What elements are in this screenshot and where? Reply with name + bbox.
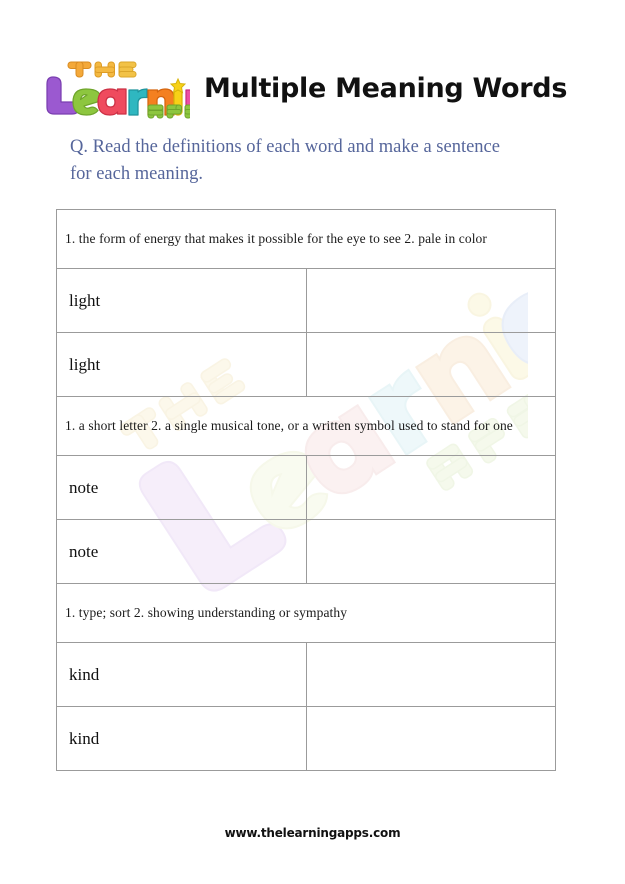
table-row [57,456,556,520]
worksheet-table-body [57,210,556,771]
table-row [57,210,556,269]
table-row [57,397,556,456]
instruction-text: Q. Read the definitions of each word and make a sentence for each meaning. [70,137,500,184]
word-cell: note [57,456,307,520]
table-row [57,333,556,397]
answer-cell[interactable] [306,269,556,333]
definition-cell: 1. a short letter 2. a single musical tone, or a written symbol used to stand for one [57,397,556,456]
page-title: Multiple Meaning Words [204,72,568,104]
footer-url[interactable]: www.thelearningapps.com [224,826,401,840]
table-row [57,643,556,707]
table-row [57,269,556,333]
definition-cell: 1. type; sort 2. showing understanding or sympathy [57,584,556,643]
word-cell: kind [57,707,307,771]
answer-cell[interactable] [306,520,556,584]
table-row [57,707,556,771]
word-cell: kind [57,643,307,707]
table-row [57,520,556,584]
word-cell: light [57,269,307,333]
word-cell: note [57,520,307,584]
answer-cell[interactable] [306,643,556,707]
answer-cell[interactable] [306,333,556,397]
answer-cell[interactable] [306,707,556,771]
worksheet-header [0,52,625,124]
worksheet-table [56,209,556,771]
definition-cell: 1. the form of energy that makes it possible for the eye to see 2. pale in color [57,210,556,269]
the-learning-apps-logo[interactable] [40,57,190,119]
word-cell: light [57,333,307,397]
answer-cell[interactable] [306,456,556,520]
table-row [57,584,556,643]
